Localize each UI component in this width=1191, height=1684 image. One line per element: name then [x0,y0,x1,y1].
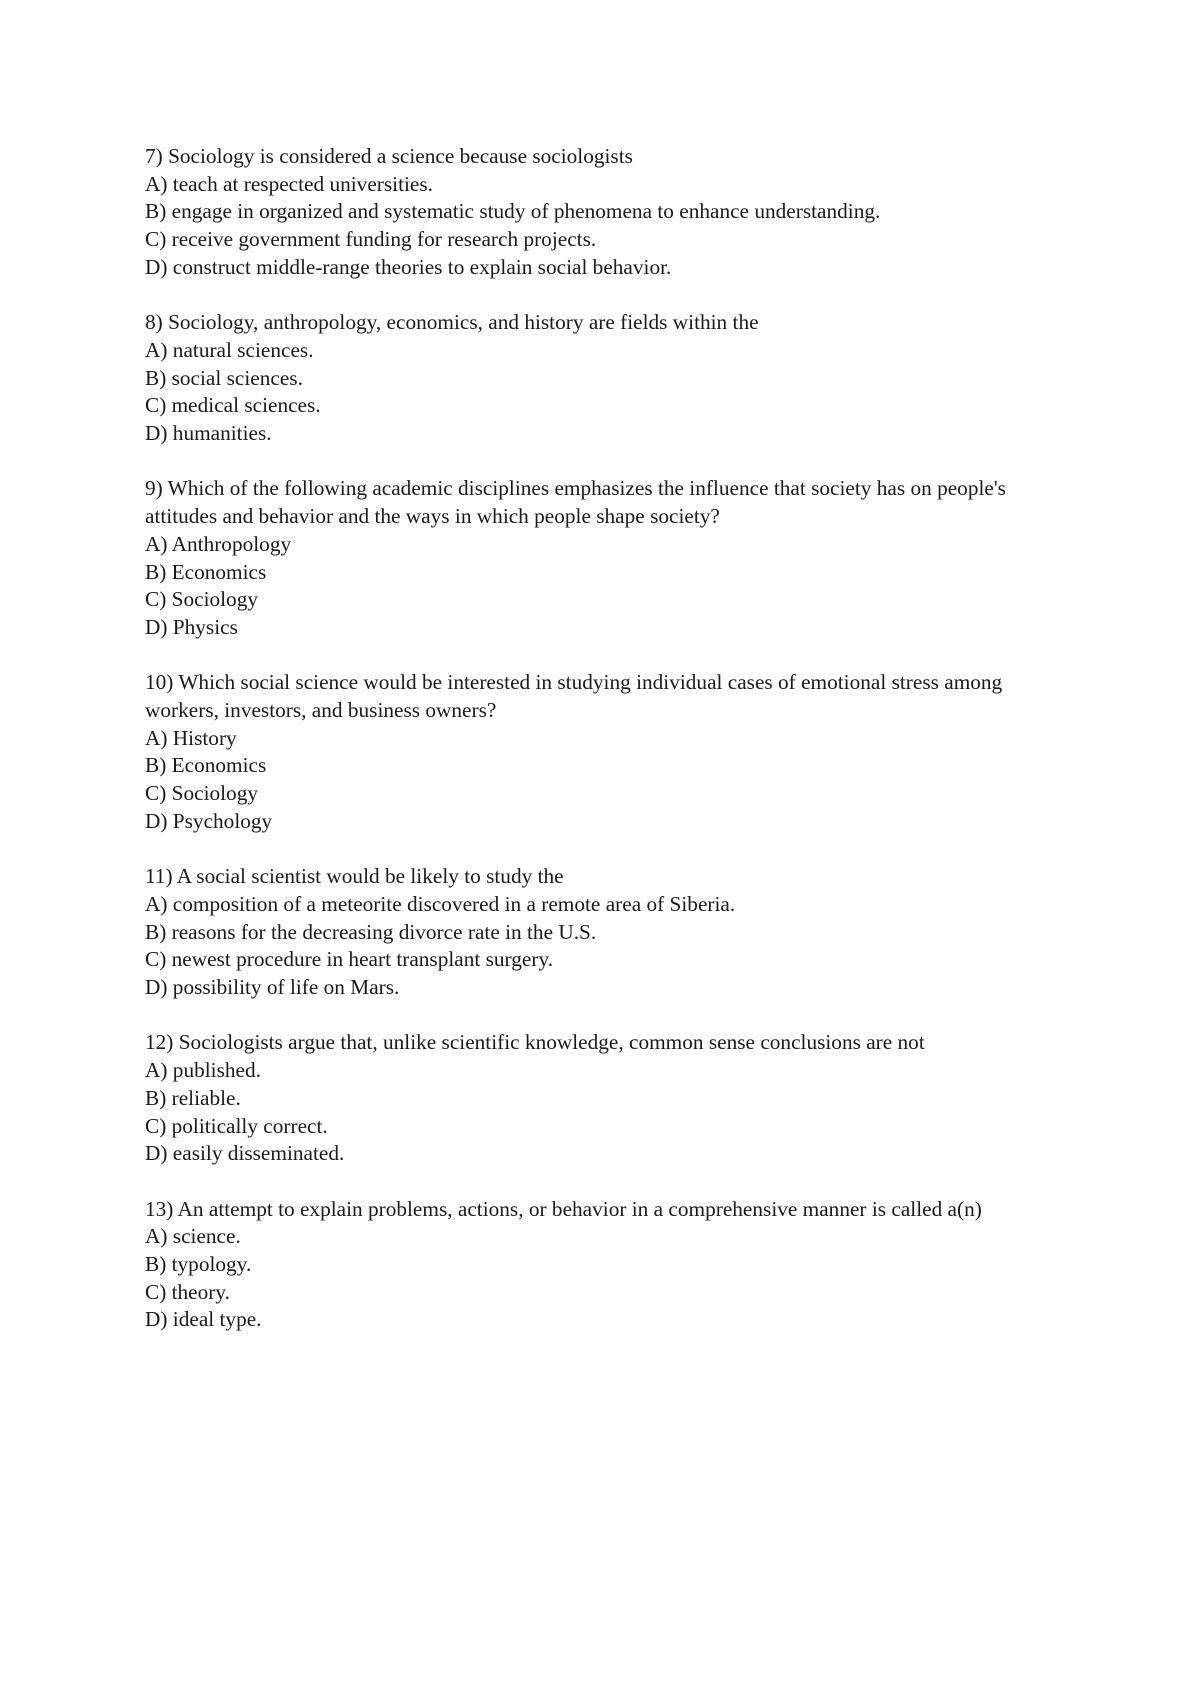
answer-option-a: A) science. [145,1224,241,1249]
question-stem: 9) Which of the following academic disciplines emphasizes the influence that society has on people's attitudes and behavior and the ways in which people shape society? [145,476,1006,529]
question-12 [145,1029,1075,1168]
answer-option-d: D) easily disseminated. [145,1141,345,1166]
answer-option-b: B) typology. [145,1252,252,1277]
answer-option-b: B) engage in organized and systematic study of phenomena to enhance understanding. [145,199,881,224]
question-stem: 12) Sociologists argue that, unlike scientific knowledge, common sense conclusions are not [145,1030,925,1055]
question-stem: 13) An attempt to explain problems, actions, or behavior in a comprehensive manner is called a(n) [145,1196,982,1221]
answer-option-c: C) Sociology [145,587,258,612]
answer-option-a: A) published. [145,1058,261,1083]
answer-option-c: C) politically correct. [145,1113,328,1138]
answer-option-a: A) teach at respected universities. [145,171,433,196]
answer-option-a: A) composition of a meteorite discovered in a remote area of Siberia. [145,891,736,916]
answer-option-c: C) medical sciences. [145,393,321,418]
answer-option-b: B) social sciences. [145,365,303,390]
question-stem: 11) A social scientist would be likely to study the [145,864,564,889]
question-list [145,143,1075,1362]
question-13 [145,1196,1075,1335]
answer-option-c: C) Sociology [145,781,258,806]
answer-option-d: D) construct middle-range theories to explain social behavior. [145,254,672,279]
answer-option-b: B) Economics [145,559,267,584]
question-11 [145,863,1075,1002]
question-9 [145,475,1075,641]
question-10 [145,669,1075,835]
answer-option-d: D) Psychology [145,808,273,833]
question-stem: 7) Sociology is considered a science because sociologists [145,144,633,168]
answer-option-a: A) History [145,725,237,750]
answer-option-c: C) theory. [145,1279,230,1304]
answer-option-c: C) newest procedure in heart transplant surgery. [145,947,554,972]
answer-option-d: D) Physics [145,614,238,639]
answer-option-d: D) possibility of life on Mars. [145,975,400,1000]
question-stem: 8) Sociology, anthropology, economics, and history are fields within the [145,310,759,335]
answer-option-c: C) receive government funding for research projects. [145,227,597,252]
answer-option-b: B) reasons for the decreasing divorce rate in the U.S. [145,919,597,944]
answer-option-a: A) Anthropology [145,531,292,556]
answer-option-d: D) humanities. [145,421,272,446]
answer-option-a: A) natural sciences. [145,337,314,362]
question-8 [145,309,1075,448]
answer-option-b: B) Economics [145,753,267,778]
answer-option-b: B) reliable. [145,1085,241,1110]
answer-option-d: D) ideal type. [145,1307,262,1332]
question-7 [145,143,1075,282]
question-stem: 10) Which social science would be interested in studying individual cases of emotional stress among workers, investors, and business owners? [145,670,1003,723]
